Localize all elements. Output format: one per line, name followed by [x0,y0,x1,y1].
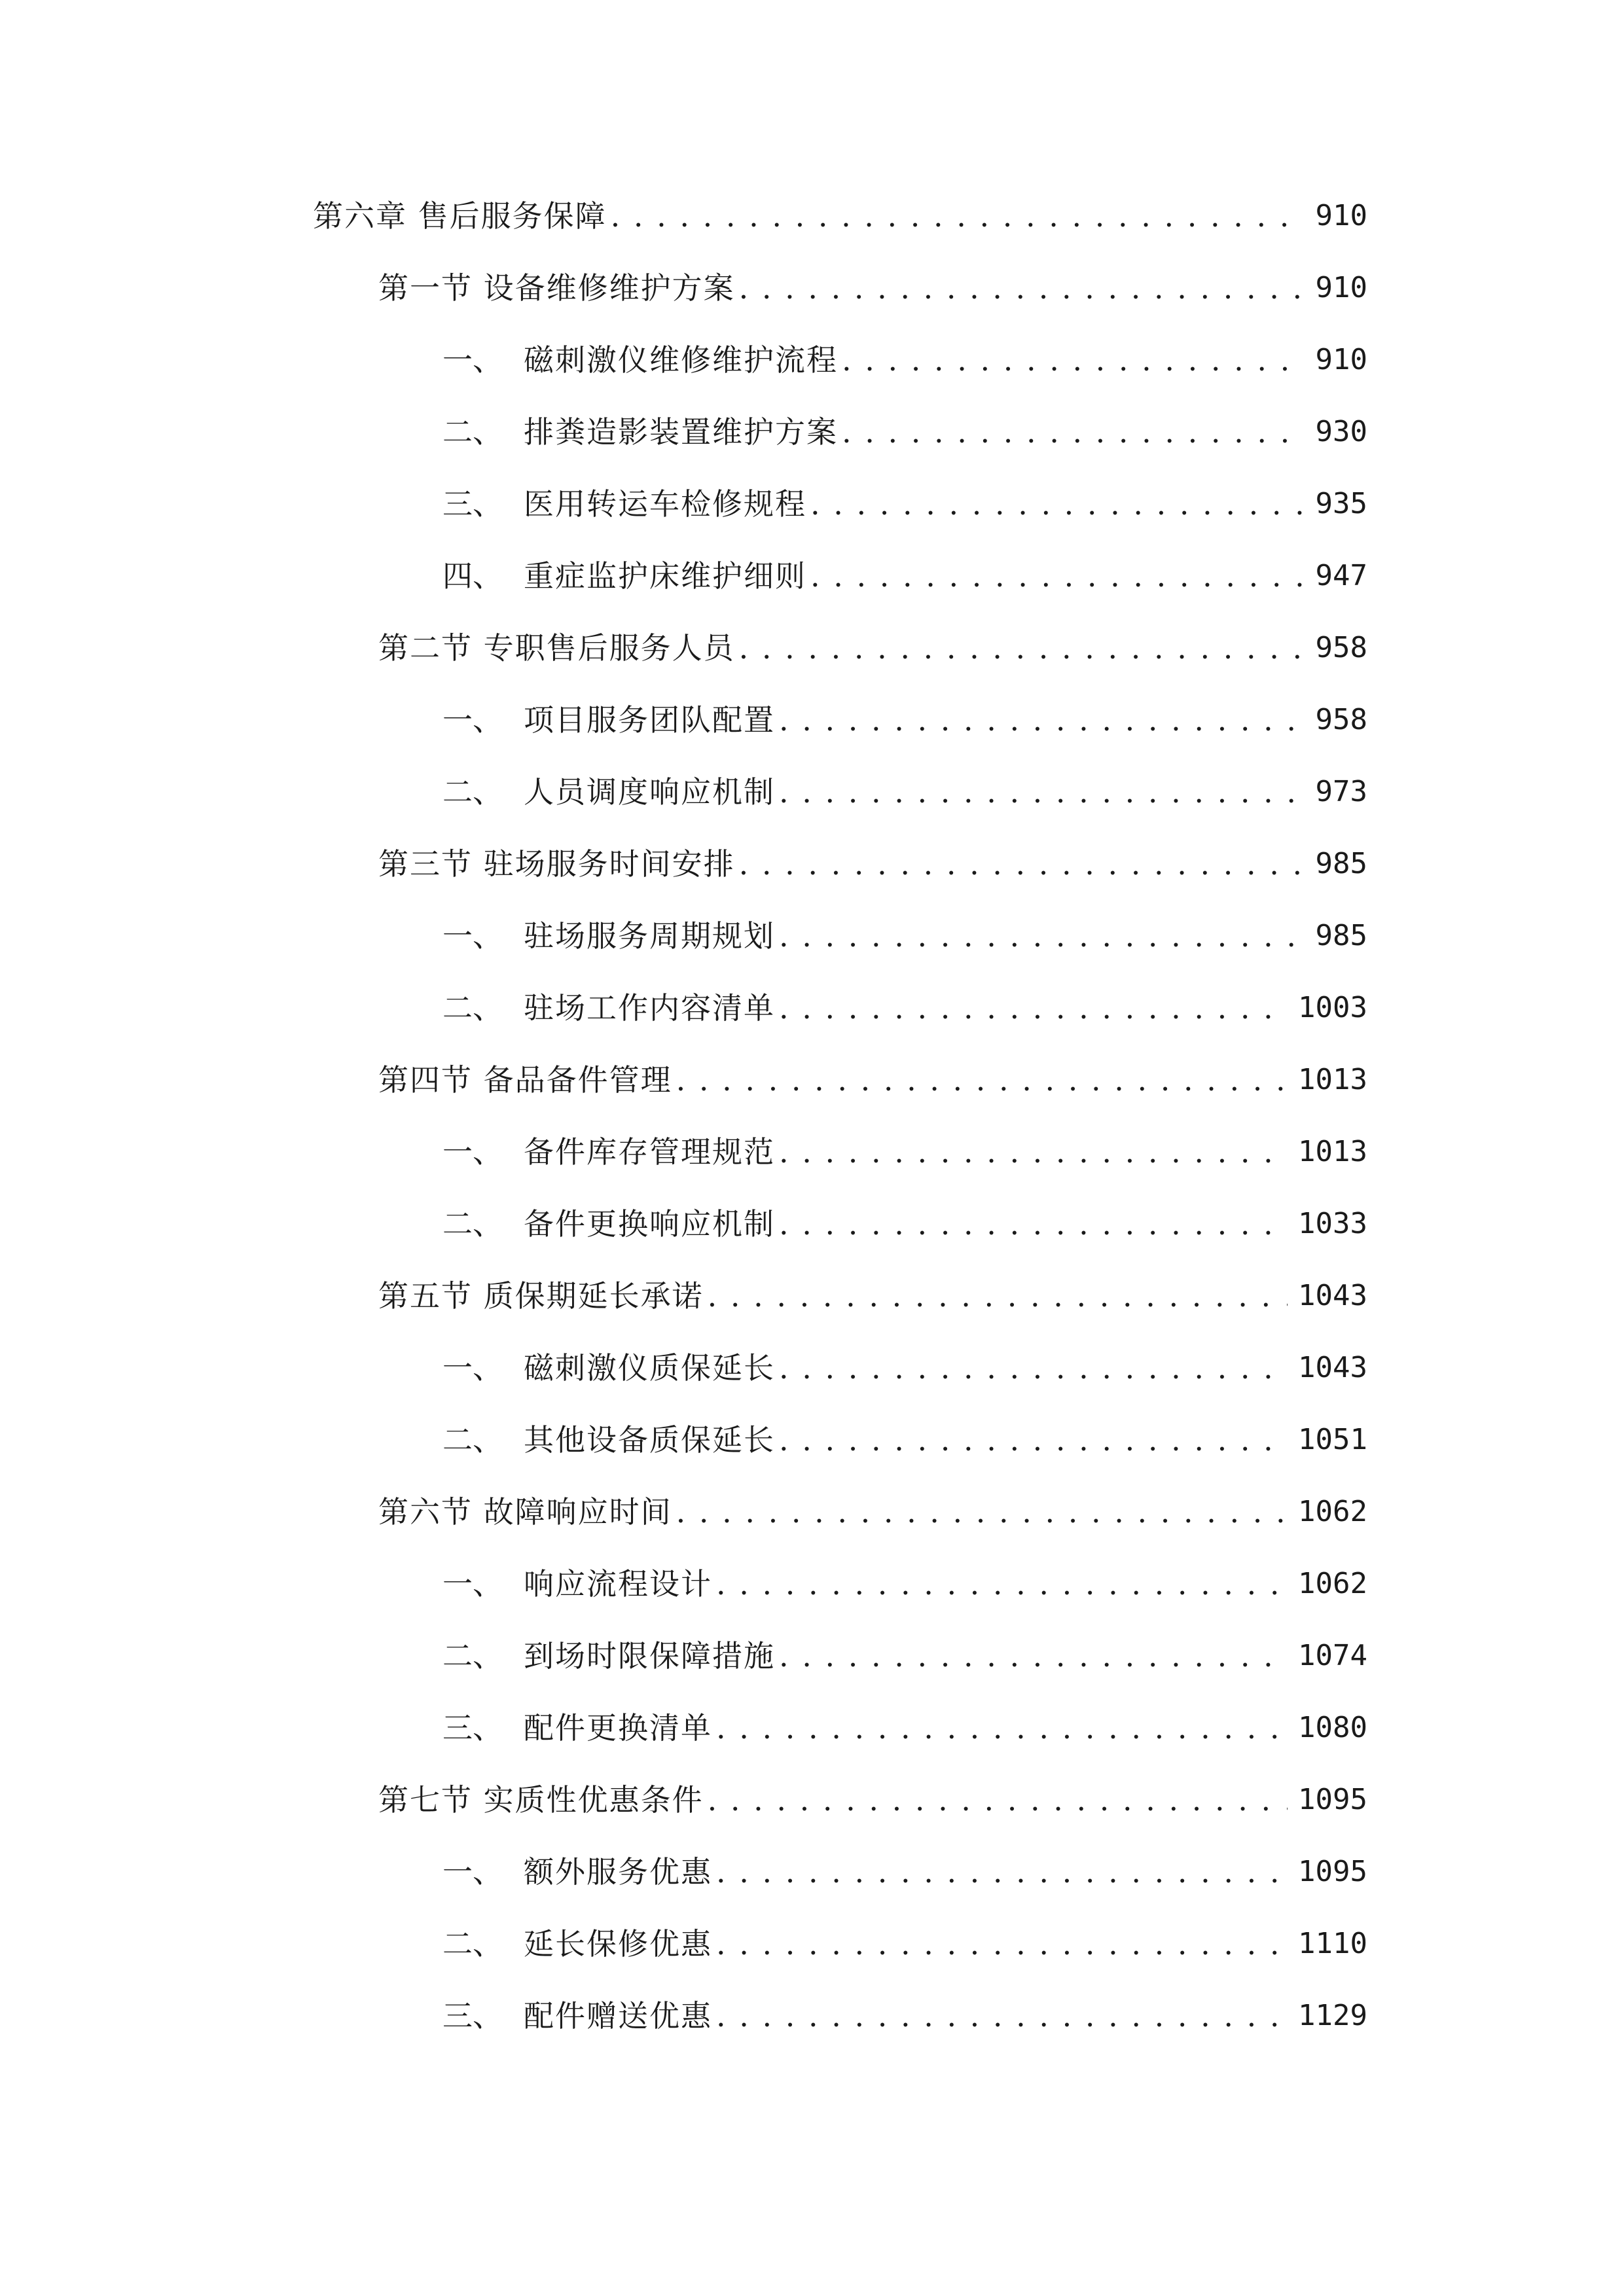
toc-leader-dots [739,268,1305,308]
toc-entry-subsection[interactable] [442,1905,1367,1964]
toc-leader-dots [716,1852,1288,1892]
toc-entry-section[interactable] [378,1257,1367,1316]
toc-item-number: 一、 [442,1566,503,1602]
toc-leader-dots [779,700,1305,740]
toc-page-number: 985 [1315,847,1367,880]
toc-item-number: 一、 [442,918,503,954]
toc-page-number: 1062 [1298,1567,1367,1600]
toc-entry-section[interactable] [378,1761,1367,1820]
toc-page-number: 1013 [1298,1135,1367,1168]
toc-title: 第七节 实质性优惠条件 [378,1782,704,1818]
toc-entry-subsection[interactable] [442,537,1367,596]
toc-title: 项目服务团队配置 [524,702,775,738]
toc-leader-dots [779,772,1305,812]
toc-item-number: 三、 [442,1710,503,1746]
toc-leader-dots [716,1564,1288,1604]
toc-leader-dots [779,1348,1288,1388]
toc-page-number: 958 [1315,631,1367,664]
toc-page-number: 1062 [1298,1495,1367,1528]
toc-item-number: 一、 [442,1350,503,1386]
toc-title: 第四节 备品备件管理 [378,1062,672,1098]
toc-entry-subsection[interactable] [442,1545,1367,1604]
toc-entry-subsection[interactable] [442,897,1367,956]
toc-leader-dots [779,1132,1288,1172]
toc-page-number: 935 [1315,487,1367,520]
toc-item-number: 二、 [442,1206,503,1242]
toc-page-number: 1129 [1298,1999,1367,2032]
toc-title: 第三节 驻场服务时间安排 [378,846,735,882]
toc-item-number: 一、 [442,1134,503,1170]
toc-entry-subsection[interactable] [442,393,1367,452]
toc-leader-dots [779,1420,1288,1460]
toc-leader-dots [842,412,1305,452]
toc-page-number: 910 [1315,343,1367,376]
toc-leader-dots [810,556,1305,596]
toc-title: 磁刺激仪维修维护流程 [524,342,838,378]
toc-leader-dots [779,1204,1288,1244]
toc-item-number: 二、 [442,774,503,810]
toc-entry-subsection[interactable] [442,1329,1367,1388]
toc-title: 配件赠送优惠 [524,1998,712,2034]
toc-entry-section[interactable] [378,609,1367,668]
toc-title: 第一节 设备维修维护方案 [378,270,735,306]
toc-title: 第二节 专职售后服务人员 [378,630,735,666]
toc-page-number: 958 [1315,703,1367,736]
toc-page-number: 910 [1315,199,1367,232]
toc-page-number: 1033 [1298,1207,1367,1240]
toc-leader-dots [611,196,1305,236]
toc-leader-dots [676,1492,1288,1532]
toc-leader-dots [708,1780,1288,1820]
toc-entry-subsection[interactable] [442,969,1367,1028]
toc-item-number: 二、 [442,1638,503,1674]
toc-title: 驻场服务周期规划 [524,918,775,954]
toc-title: 排粪造影装置维护方案 [524,414,838,450]
toc-title: 人员调度响应机制 [524,774,775,810]
toc-entry-subsection[interactable] [442,1185,1367,1244]
toc-page-number: 930 [1315,415,1367,448]
toc-title: 到场时限保障措施 [524,1638,775,1674]
toc-title: 其他设备质保延长 [524,1422,775,1458]
toc-entry-subsection[interactable] [442,1617,1367,1676]
toc-title: 第五节 质保期延长承诺 [378,1278,704,1314]
toc-entry-subsection[interactable] [442,465,1367,524]
toc-title: 第六章 售后服务保障 [313,198,607,234]
toc-item-number: 二、 [442,990,503,1026]
toc-entry-subsection[interactable] [442,681,1367,740]
toc-title: 备件更换响应机制 [524,1206,775,1242]
toc-title: 延长保修优惠 [524,1926,712,1962]
toc-title: 第六节 故障响应时间 [378,1494,672,1530]
toc-page-number: 1013 [1298,1063,1367,1096]
toc-item-number: 一、 [442,702,503,738]
toc-entry-subsection[interactable] [442,1833,1367,1892]
toc-entry-chapter[interactable] [313,177,1367,236]
toc-entry-subsection[interactable] [442,1113,1367,1172]
toc-page-number: 1095 [1298,1855,1367,1888]
toc-page-number: 1043 [1298,1351,1367,1384]
toc-item-number: 二、 [442,1926,503,1962]
toc-leader-dots [779,988,1288,1028]
toc-entry-subsection[interactable] [442,321,1367,380]
toc-item-number: 四、 [442,558,503,594]
toc-page-number: 1003 [1298,991,1367,1024]
toc-title: 额外服务优惠 [524,1854,712,1890]
toc-leader-dots [779,1636,1288,1676]
toc-leader-dots [842,340,1305,380]
toc-item-number: 三、 [442,1998,503,2034]
toc-page-number: 1095 [1298,1783,1367,1816]
toc-title: 备件库存管理规范 [524,1134,775,1170]
toc-page-number: 985 [1315,919,1367,952]
toc-leader-dots [676,1060,1288,1100]
toc-item-number: 三、 [442,486,503,522]
toc-entry-subsection[interactable] [442,753,1367,812]
toc-leader-dots [779,916,1305,956]
toc-page-number: 947 [1315,559,1367,592]
toc-entry-section[interactable] [378,249,1367,308]
toc-title: 配件更换清单 [524,1710,712,1746]
toc-item-number: 二、 [442,1422,503,1458]
toc-entry-subsection[interactable] [442,1401,1367,1460]
toc-page-number: 910 [1315,271,1367,304]
toc-leader-dots [716,1708,1288,1748]
toc-page-number: 1080 [1298,1711,1367,1744]
toc-leader-dots [708,1276,1288,1316]
toc-entry-section[interactable] [378,825,1367,884]
toc-page-number: 1043 [1298,1279,1367,1312]
toc-page-number: 1074 [1298,1639,1367,1672]
toc-item-number: 一、 [442,1854,503,1890]
toc-entry-section[interactable] [378,1473,1367,1532]
toc-entry-subsection[interactable] [442,1977,1367,2036]
toc-item-number: 二、 [442,414,503,450]
toc-title: 磁刺激仪质保延长 [524,1350,775,1386]
toc-entry-section[interactable] [378,1041,1367,1100]
toc-leader-dots [810,484,1305,524]
toc-leader-dots [716,1996,1288,2036]
toc-title: 驻场工作内容清单 [524,990,775,1026]
toc-leader-dots [739,628,1305,668]
toc-leader-dots [716,1924,1288,1964]
toc-page-number: 1051 [1298,1423,1367,1456]
toc-title: 重症监护床维护细则 [524,558,806,594]
toc-page-number: 973 [1315,775,1367,808]
toc-leader-dots [739,844,1305,884]
toc-title: 响应流程设计 [524,1566,712,1602]
toc-page-number: 1110 [1298,1927,1367,1960]
toc-title: 医用转运车检修规程 [524,486,806,522]
toc-item-number: 一、 [442,342,503,378]
toc-entry-subsection[interactable] [442,1689,1367,1748]
